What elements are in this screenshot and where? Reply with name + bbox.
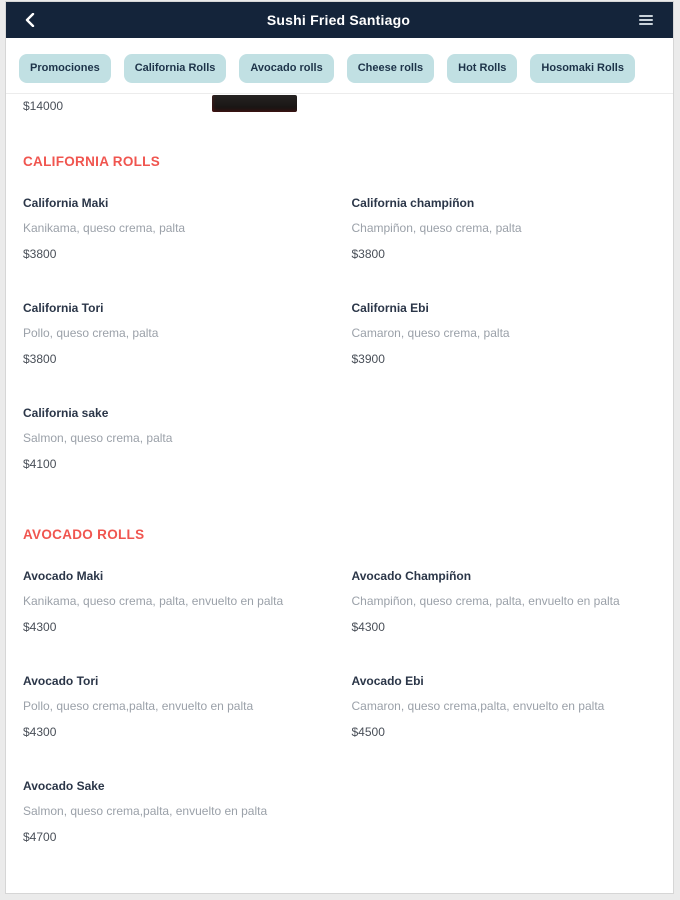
menu-section — [23, 527, 656, 844]
menu-item[interactable] — [352, 301, 657, 366]
menu-item[interactable] — [352, 674, 657, 739]
item-name: California champiñon — [351, 196, 475, 210]
item-description: Champiñon, queso crema, palta, envuelto en palta — [351, 594, 620, 608]
item-name: Avocado Sake — [23, 779, 105, 793]
app-header — [6, 2, 673, 38]
menu-item[interactable] — [23, 406, 328, 471]
item-description: Salmon, queso crema, palta — [23, 431, 173, 445]
menu-item[interactable] — [352, 569, 657, 634]
item-name: California Ebi — [351, 301, 429, 315]
item-description: Kanikama, queso crema, palta, envuelto en palta — [23, 594, 284, 608]
item-description: Pollo, queso crema, palta — [23, 326, 159, 340]
menu-section — [23, 154, 656, 471]
back-button[interactable] — [20, 10, 40, 30]
menu-card — [5, 1, 674, 894]
item-name: California Maki — [23, 196, 109, 210]
item-price: $4700 — [23, 830, 57, 844]
item-price: $4300 — [351, 620, 385, 634]
item-name: Avocado Ebi — [351, 674, 424, 688]
item-name: California sake — [23, 406, 109, 420]
items-grid — [23, 196, 656, 471]
item-price: $3800 — [23, 352, 57, 366]
redacted-block — [212, 95, 297, 112]
menu-content — [6, 97, 673, 844]
item-price: $4500 — [351, 725, 385, 739]
item-price: $4300 — [23, 725, 57, 739]
menu-button[interactable] — [637, 12, 655, 28]
item-description: Champiñon, queso crema, palta — [351, 221, 522, 235]
category-chip-bar — [6, 38, 673, 94]
section-title: CALIFORNIA ROLLS — [23, 154, 161, 169]
menu-item[interactable] — [23, 779, 328, 844]
item-price: $3800 — [23, 247, 57, 261]
page-title: Sushi Fried Santiago — [266, 12, 411, 28]
promo-item-partial — [23, 97, 656, 114]
item-name: Avocado Maki — [23, 569, 104, 583]
item-price: $14000 — [23, 99, 64, 113]
item-name: Avocado Champiñon — [351, 569, 472, 583]
item-name: Avocado Tori — [23, 674, 99, 688]
category-chip[interactable]: Hosomaki Rolls — [530, 54, 635, 83]
item-description: Camaron, queso crema,palta, envuelto en palta — [351, 699, 605, 713]
menu-sections — [23, 154, 656, 844]
menu-item[interactable] — [23, 196, 328, 261]
item-price: $3900 — [351, 352, 385, 366]
item-description: Camaron, queso crema, palta — [351, 326, 510, 340]
item-description: Salmon, queso crema,palta, envuelto en palta — [23, 804, 268, 818]
items-grid — [23, 569, 656, 844]
item-price: $4300 — [23, 620, 57, 634]
section-title: AVOCADO ROLLS — [23, 527, 145, 542]
item-description: Pollo, queso crema,palta, envuelto en palta — [23, 699, 254, 713]
category-chip[interactable]: Avocado rolls — [239, 54, 333, 83]
category-chip[interactable]: Hot Rolls — [447, 54, 517, 83]
menu-item[interactable] — [23, 301, 328, 366]
hamburger-menu-icon — [637, 15, 655, 25]
category-chip[interactable]: Promociones — [19, 54, 111, 83]
menu-item[interactable] — [23, 674, 328, 739]
chevron-left-icon — [25, 13, 35, 27]
category-chip[interactable]: Cheese rolls — [347, 54, 434, 83]
menu-item[interactable] — [352, 196, 657, 261]
item-price: $4100 — [23, 457, 57, 471]
menu-item[interactable] — [23, 569, 328, 634]
item-description: Kanikama, queso crema, palta — [23, 221, 186, 235]
item-name: California Tori — [23, 301, 104, 315]
item-price: $3800 — [351, 247, 385, 261]
category-chip[interactable]: California Rolls — [124, 54, 227, 83]
